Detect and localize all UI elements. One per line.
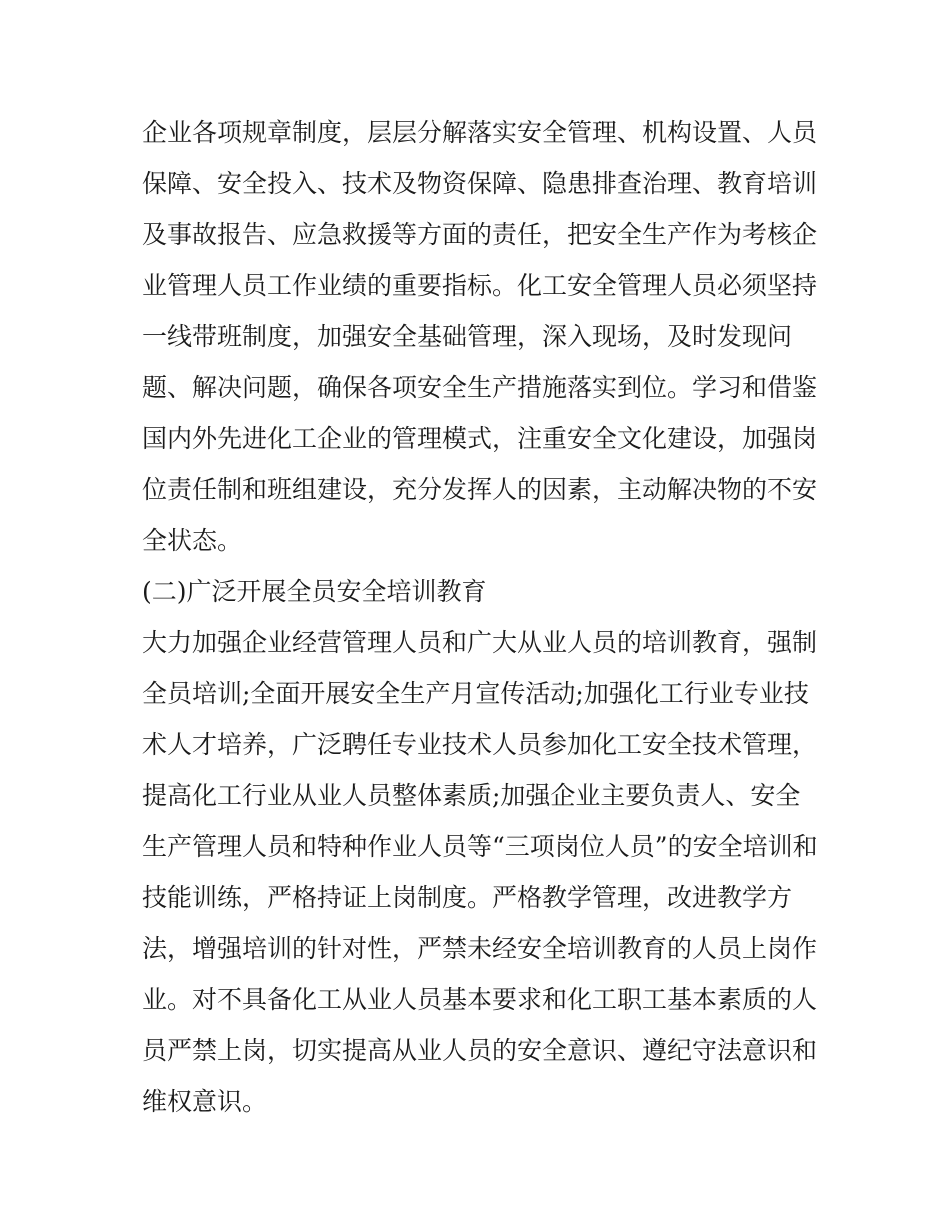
document-body <box>142 107 818 1127</box>
body-text-line: 业管理人员工作业绩的重要指标。化工安全管理人员必须坚持 <box>142 271 818 300</box>
body-text-line: 题、解决问题，确保各项安全生产措施落实到位。学习和借鉴 <box>142 373 818 402</box>
body-text-line: 术人才培养，广泛聘任专业技术人员参加化工安全技术管理， <box>142 730 818 759</box>
body-text-line: 生产管理人员和特种作业人员等“三项岗位人员”的安全培训和 <box>142 832 818 861</box>
body-text-line: 全员培训;全面开展安全生产月宣传活动;加强化工行业专业技 <box>142 679 809 708</box>
body-text-line: 及事故报告、应急救援等方面的责任，把安全生产作为考核企 <box>142 220 818 249</box>
body-text-line: 技能训练，严格持证上岗制度。严格教学管理，改进教学方 <box>142 883 793 912</box>
body-text-line: 员严禁上岗，切实提高从业人员的安全意识、遵纪守法意识和 <box>142 1036 818 1065</box>
body-text-line: 全状态。 <box>142 526 243 555</box>
body-text-line: 维权意识。 <box>142 1087 268 1116</box>
body-text-line: 提高化工行业从业人员整体素质;加强企业主要负责人、安全 <box>142 781 801 810</box>
section-heading: (二)广泛开展全员安全培训教育 <box>142 577 487 606</box>
body-text-line: 国内外先进化工企业的管理模式，注重安全文化建设，加强岗 <box>142 424 818 453</box>
body-text-line: 保障、安全投入、技术及物资保障、隐患排查治理、教育培训 <box>142 169 818 198</box>
body-text-line: 位责任制和班组建设，充分发挥人的因素，主动解决物的不安 <box>142 475 818 504</box>
body-text-line: 一线带班制度，加强安全基础管理，深入现场，及时发现问 <box>142 322 793 351</box>
body-text-line: 法，增强培训的针对性，严禁未经安全培训教育的人员上岗作 <box>142 934 818 963</box>
body-text-line: 大力加强企业经营管理人员和广大从业人员的培训教育，强制 <box>142 628 818 657</box>
body-text-line: 业。对不具备化工从业人员基本要求和化工职工基本素质的人 <box>142 985 818 1014</box>
body-text-line: 企业各项规章制度，层层分解落实安全管理、机构设置、人员 <box>142 118 818 147</box>
